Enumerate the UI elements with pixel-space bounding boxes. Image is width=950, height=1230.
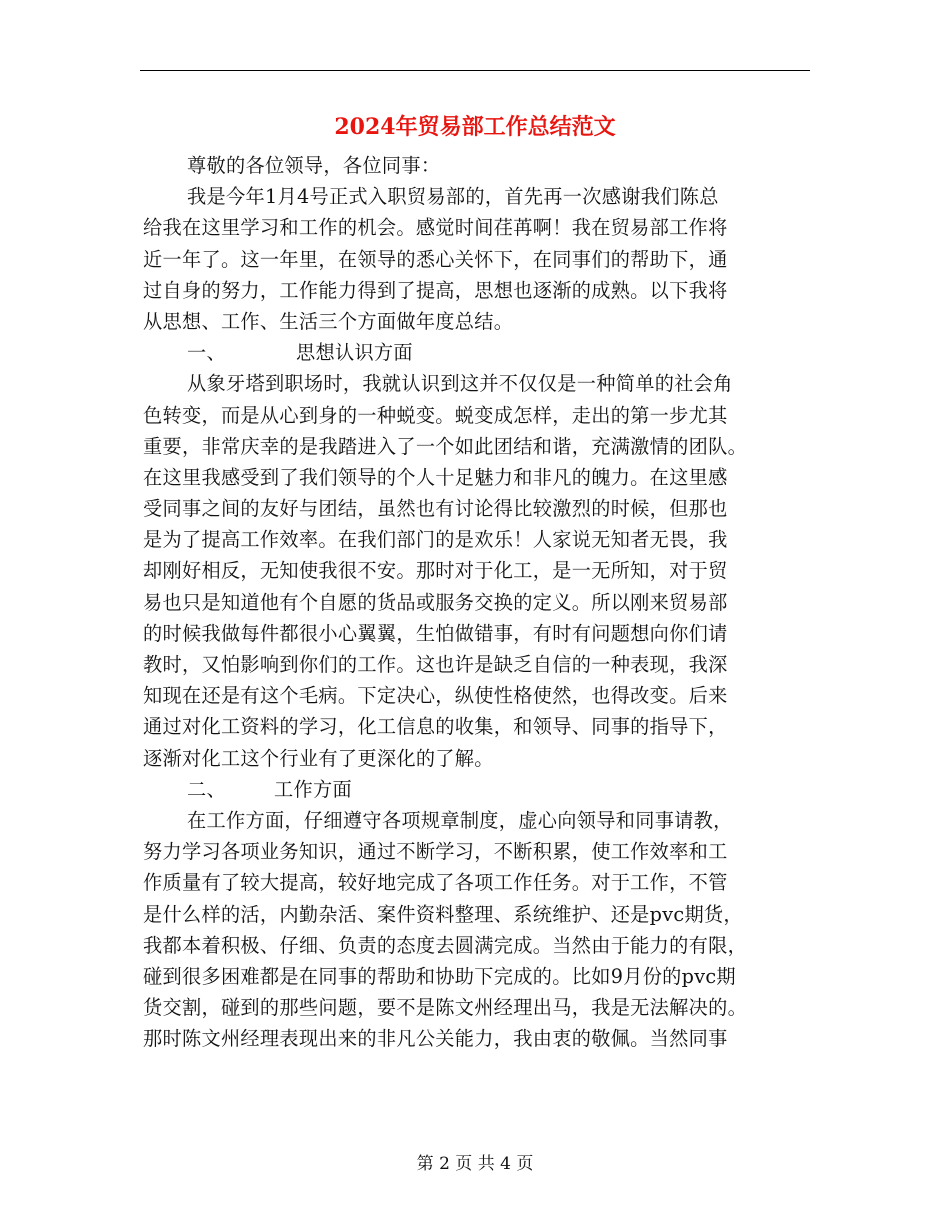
- section-title: 思想认识方面: [295, 341, 413, 365]
- paragraph-line: 我都本着积极、仔细、负责的态度去圆满完成。当然由于能力的有限，: [143, 933, 748, 957]
- paragraph-line: 从象牙塔到职场时，我就认识到这并不仅仅是一种简单的社会角: [187, 372, 733, 396]
- paragraph-line: 通过对化工资料的学习，化工信息的收集，和领导、同事的指导下，: [143, 715, 728, 739]
- section-heading-2: [143, 774, 815, 805]
- paragraph-line: 的时候我做每件都很小心翼翼，生怕做错事，有时有问题想向你们请: [143, 621, 728, 645]
- document-body: [143, 150, 815, 1054]
- section-number: 一、: [187, 341, 226, 365]
- paragraph-line: 重要，非常庆幸的是我踏进入了一个如此团结和谐，充满激情的团队。: [143, 434, 748, 458]
- paragraph-line: 知现在还是有这个毛病。下定决心，纵使性格使然，也得改变。后来: [143, 684, 728, 708]
- section-number: 二、: [187, 777, 226, 801]
- paragraph-line: 那时陈文州经理表现出来的非凡公关能力，我由衷的敬佩。当然同事: [143, 1027, 728, 1051]
- salutation: 尊敬的各位领导，各位同事：: [187, 154, 441, 177]
- intro-line: 过自身的努力，工作能力得到了提高，思想也逐渐的成熟。以下我将: [143, 278, 728, 302]
- paragraph-line: 货交割，碰到的那些问题，要不是陈文州经理出马，我是无法解决的。: [143, 996, 748, 1020]
- paragraph-line: 色转变，而是从心到身的一种蜕变。蜕变成怎样，走出的第一步尤其: [143, 403, 728, 427]
- paragraph-line: 是为了提高工作效率。在我们部门的是欢乐！人家说无知者无畏，我: [143, 528, 728, 552]
- paragraph-line: 易也只是知道他有个自愿的货品或服务交换的定义。所以刚来贸易部: [143, 590, 728, 614]
- section-heading-1: [143, 337, 815, 368]
- paragraph-line: 是什么样的活，内勤杂活、案件资料整理、系统维护、还是pvc期货，: [143, 902, 743, 926]
- intro-line: 近一年了。这一年里，在领导的悉心关怀下，在同事们的帮助下，通: [143, 247, 728, 271]
- paragraph-line: 努力学习各项业务知识，通过不断学习，不断积累，使工作效率和工: [143, 840, 728, 864]
- paragraph-line: 在这里我感受到了我们领导的个人十足魅力和非凡的魄力。在这里感: [143, 465, 728, 489]
- paragraph-line: 逐渐对化工这个行业有了更深化的了解。: [143, 746, 494, 770]
- paragraph-line: 碰到很多困难都是在同事的帮助和协助下完成的。比如9月份的pvc期: [143, 964, 736, 988]
- paragraph-line: 在工作方面，仔细遵守各项规章制度，虚心向领导和同事请教，: [187, 808, 733, 832]
- paragraph-line: 却刚好相反，无知使我很不安。那时对于化工，是一无所知，对于贸: [143, 559, 728, 583]
- intro-line: 从思想、工作、生活三个方面做年度总结。: [143, 309, 514, 333]
- paragraph-line: 教时，又怕影响到你们的工作。这也许是缺乏自信的一种表现，我深: [143, 653, 728, 676]
- document-title: 2024年贸易部工作总结范文: [334, 114, 616, 140]
- intro-line: 给我在这里学习和工作的机会。感觉时间荏苒啊！我在贸易部工作将: [143, 216, 728, 240]
- paragraph-line: 作质量有了较大提高，较好地完成了各项工作任务。对于工作，不管: [143, 871, 728, 895]
- paragraph-line: 受同事之间的友好与团结，虽然也有讨论得比较激烈的时候，但那也: [143, 497, 728, 521]
- intro-line: 我是今年1月4号正式入职贸易部的，首先再一次感谢我们陈总: [187, 185, 719, 209]
- page-number: 第 2 页 共 4 页: [416, 1154, 534, 1174]
- header-rule: [140, 70, 810, 71]
- section-title: 工作方面: [273, 777, 352, 801]
